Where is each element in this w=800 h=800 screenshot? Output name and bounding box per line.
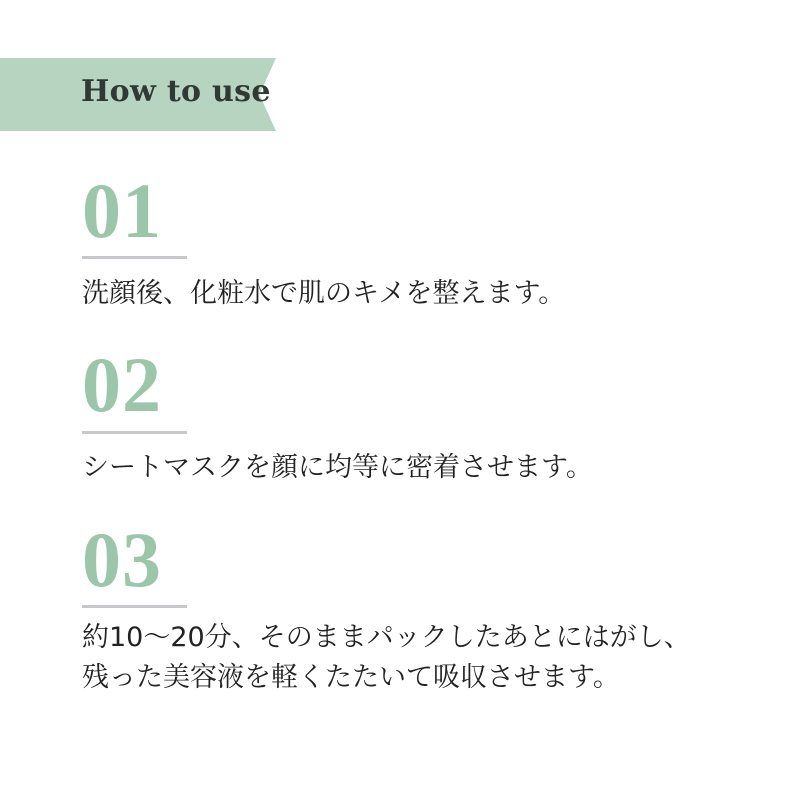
step-3-text xyxy=(82,618,691,698)
step-2-text: シートマスクを顔に均等に密着させます。 xyxy=(82,452,593,483)
step-1-number: 01 xyxy=(82,167,162,254)
step-2-divider xyxy=(82,431,187,434)
step-1-divider xyxy=(82,256,187,259)
step-3-number: 03 xyxy=(82,516,162,603)
step-3-text-line-2: 残った美容液を軽くたたいて吸収させます。 xyxy=(82,662,620,693)
section-title: How to use xyxy=(81,74,271,109)
step-1-text: 洗顔後、化粧水で肌のキメを整えます。 xyxy=(82,278,566,309)
step-3-text-line-1: 約10〜20分、そのままパックしたあとにはがし、 xyxy=(82,622,691,653)
step-2-number: 02 xyxy=(82,341,162,428)
step-3-divider xyxy=(82,605,187,608)
